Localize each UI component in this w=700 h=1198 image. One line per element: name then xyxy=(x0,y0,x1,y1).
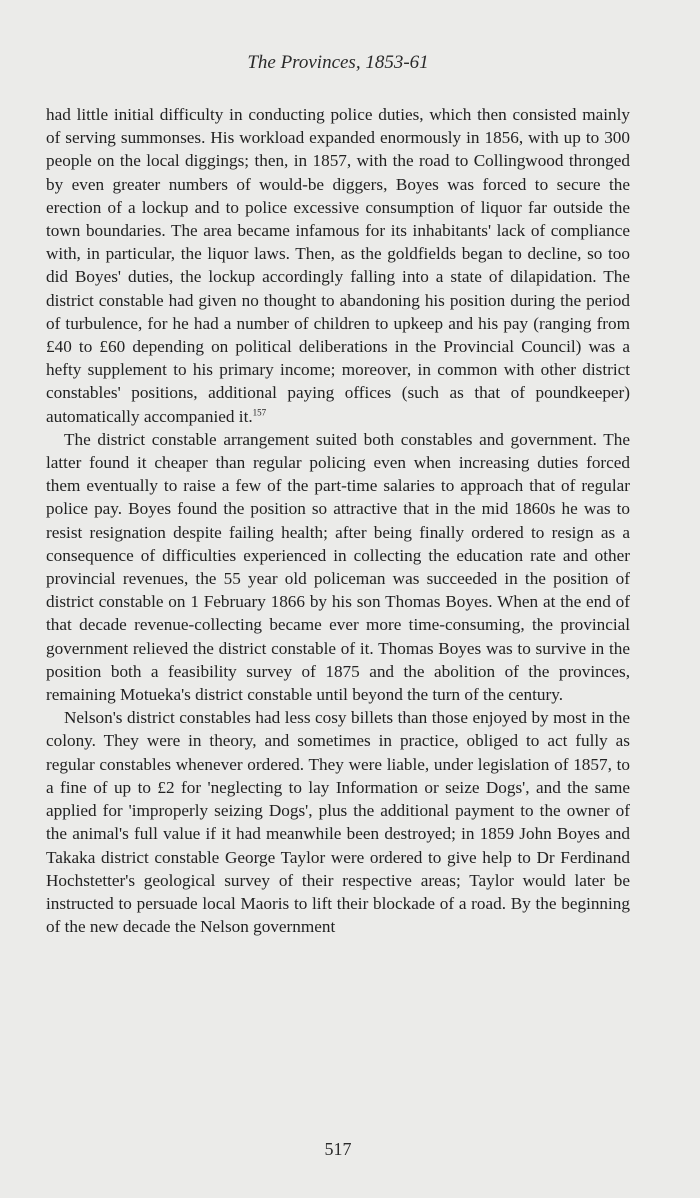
footnote-reference: 157 xyxy=(252,406,267,417)
body-text xyxy=(46,103,630,938)
paragraph-text: The district constable arrangement suited both constables and government. The latter found it cheaper than regular policing even when increasing duties forced them eventually to raise a few of the part-time salaries to approach that of regular police pay. Boyes found the position so attractive that in the mid 1860s he was to resist resignation despite failing health; after being finally ordered to resign as a consequence of difficulties experienced in collecting the education rate and other provincial revenues, the 55 year old policeman was succeeded in the position of district constable on 1 February 1866 by his son Thomas Boyes. When at the end of that decade revenue-collecting became ever more time-consuming, the provincial government relieved the district constable of it. Thomas Boyes was to survive in the position both a feasibility survey of 1875 and the abolition of the provinces, remaining Motueka's district constable until beyond the turn of the century. xyxy=(46,429,630,705)
paragraph xyxy=(46,103,630,428)
running-header: The Provinces, 1853-61 xyxy=(247,52,429,73)
page-number: 517 xyxy=(324,1139,352,1159)
paragraph-text: had little initial difficulty in conducting police duties, which then consisted mainly of serving summonses. His workload expanded enormously in 1856, with up to 300 people on the local diggings; then, in 1857, with the road to Collingwood thronged by even greater numbers of would-be diggers, Boyes was forced to secure the erection of a lockup and to police excessive consumption of liquor far outside the town boundaries. The area became infamous for its inhabitants' lack of compliance with, in particular, the liquor laws. Then, as the goldfields began to decline, so too did Boyes' duties, the lockup accordingly falling into a state of dilapidation. The district constable had given no thought to abandoning his position during the period of turbulence, for he had a number of children to upkeep and his pay (ranging from £40 to £60 depending on political deliberations in the Provincial Council) was a hefty supplement to his primary income; moreover, in common with other district constables' positions, additional paying offices (such as that of poundkeeper) automatically accompanied it. xyxy=(46,105,630,426)
paragraph xyxy=(46,706,630,938)
book-page xyxy=(46,0,630,1198)
paragraph xyxy=(46,428,630,706)
paragraph-text: Nelson's district constables had less cosy billets than those enjoyed by most in the colony. They were in theory, and sometimes in practice, obliged to act fully as regular constables whenever ordered. They were liable, under legislation of 1857, to a fine of up to £2 for 'neglecting to lay Information or seize Dogs', and the same applied for 'improperly seizing Dogs', plus the additional payment to the owner of the animal's full value if it had meanwhile been destroyed; in 1859 John Boyes and Takaka district constable George Taylor were ordered to give help to Dr Ferdinand Hochstetter's geological survey of their respective areas; Taylor would later be instructed to persuade local Maoris to lift their blockade of a road. By the beginning of the new decade the Nelson government xyxy=(46,708,630,937)
